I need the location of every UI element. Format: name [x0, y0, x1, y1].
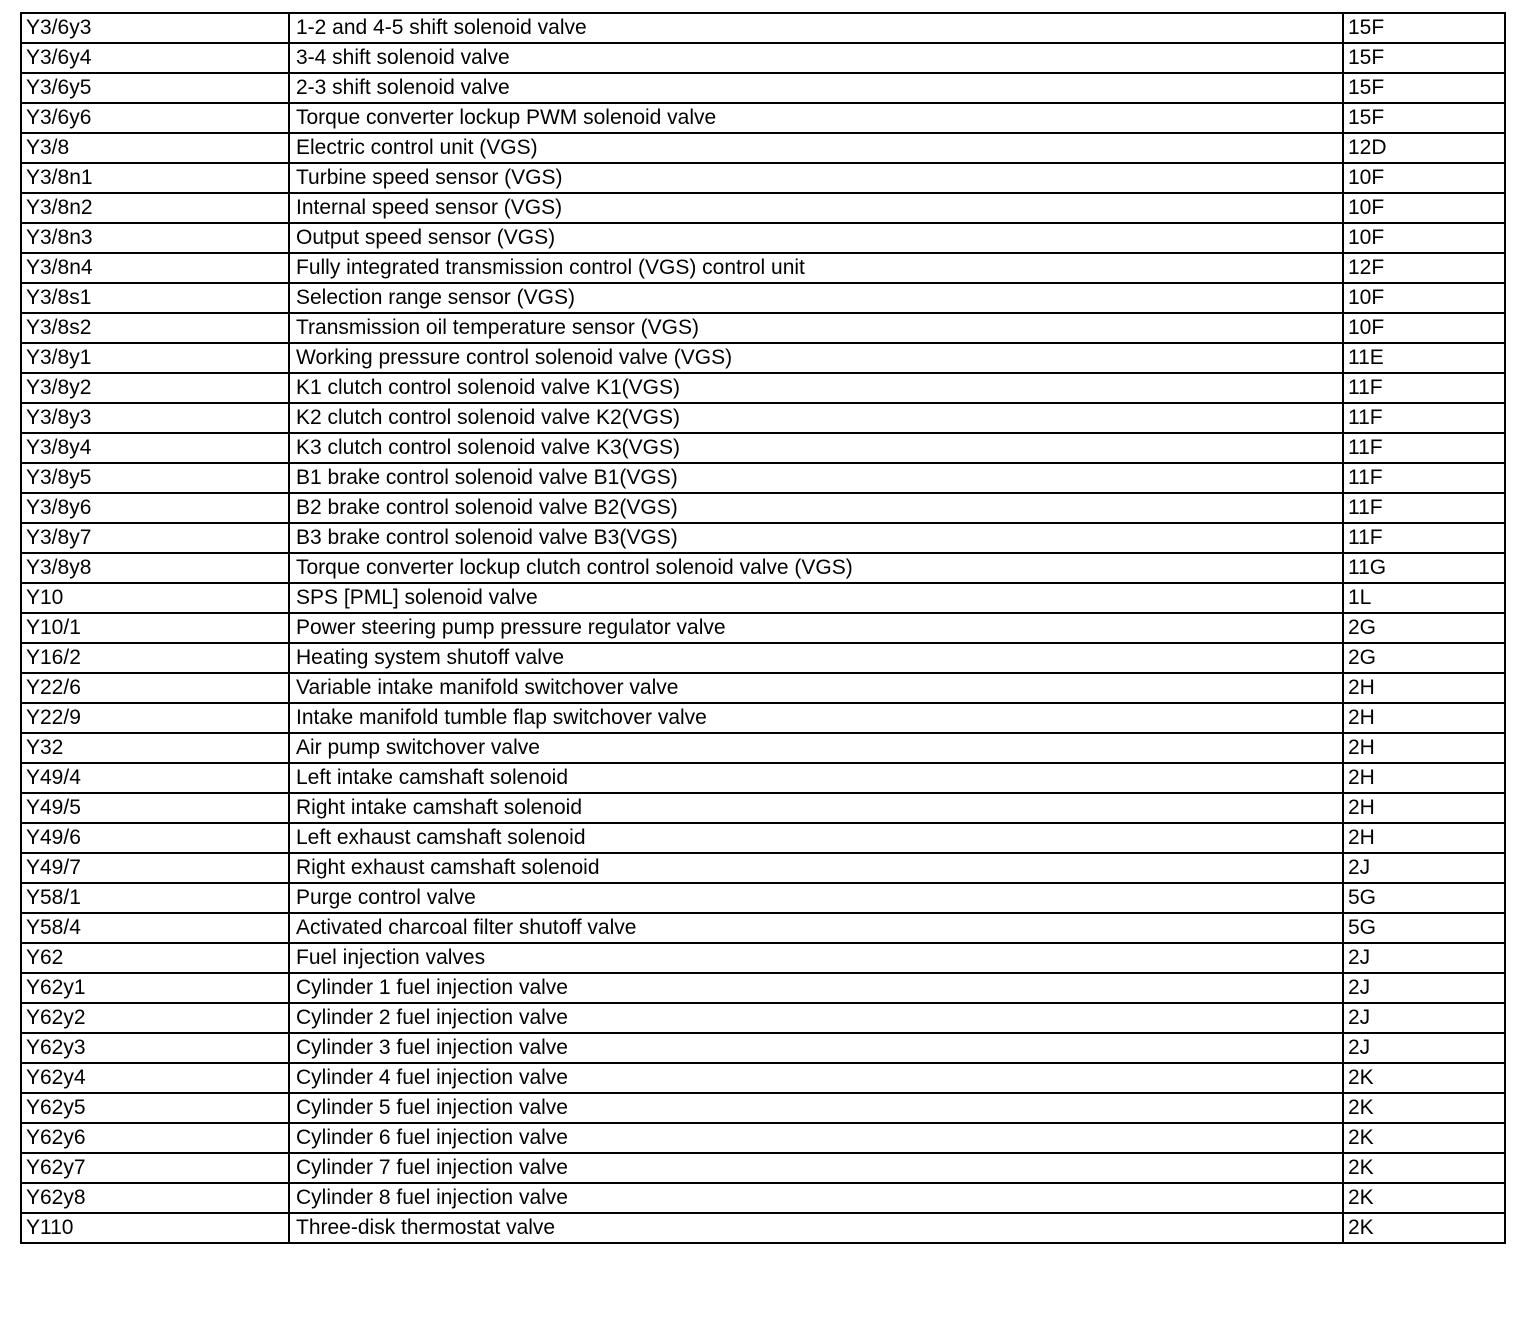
grid-location-cell: 11E — [1343, 343, 1505, 373]
component-description-cell: Purge control valve — [289, 883, 1343, 913]
component-description-cell: B1 brake control solenoid valve B1(VGS) — [289, 463, 1343, 493]
grid-location-cell: 11F — [1343, 463, 1505, 493]
component-description-cell: Working pressure control solenoid valve (VGS) — [289, 343, 1343, 373]
table-row — [21, 1213, 1505, 1243]
table-row — [21, 493, 1505, 523]
component-description-cell: Torque converter lockup clutch control solenoid valve (VGS) — [289, 553, 1343, 583]
component-description-cell: Variable intake manifold switchover valve — [289, 673, 1343, 703]
grid-location-cell: 15F — [1343, 73, 1505, 103]
component-description-cell: Torque converter lockup PWM solenoid valve — [289, 103, 1343, 133]
component-description-cell: Power steering pump pressure regulator valve — [289, 613, 1343, 643]
component-description-cell: Left exhaust camshaft solenoid — [289, 823, 1343, 853]
grid-location-cell: 2G — [1343, 643, 1505, 673]
component-description-cell: 1-2 and 4-5 shift solenoid valve — [289, 13, 1343, 43]
component-code-cell: Y10/1 — [21, 613, 289, 643]
grid-location-cell: 2H — [1343, 733, 1505, 763]
grid-location-cell: 2J — [1343, 1033, 1505, 1063]
component-description-cell: Electric control unit (VGS) — [289, 133, 1343, 163]
component-code-cell: Y3/8s1 — [21, 283, 289, 313]
component-description-cell: Fully integrated transmission control (VGS) control unit — [289, 253, 1343, 283]
grid-location-cell: 10F — [1343, 163, 1505, 193]
table-body — [21, 13, 1505, 1243]
grid-location-cell: 1L — [1343, 583, 1505, 613]
grid-location-cell: 2K — [1343, 1123, 1505, 1153]
table-row — [21, 1153, 1505, 1183]
grid-location-cell: 5G — [1343, 913, 1505, 943]
component-description-cell: K1 clutch control solenoid valve K1(VGS) — [289, 373, 1343, 403]
table-row — [21, 1003, 1505, 1033]
component-description-cell: Right exhaust camshaft solenoid — [289, 853, 1343, 883]
table-row — [21, 103, 1505, 133]
grid-location-cell: 2J — [1343, 853, 1505, 883]
component-code-cell: Y3/8n1 — [21, 163, 289, 193]
component-code-cell: Y62y1 — [21, 973, 289, 1003]
grid-location-cell: 11G — [1343, 553, 1505, 583]
table-row — [21, 673, 1505, 703]
grid-location-cell: 2G — [1343, 613, 1505, 643]
table-row — [21, 943, 1505, 973]
grid-location-cell: 2K — [1343, 1183, 1505, 1213]
component-description-cell: Intake manifold tumble flap switchover valve — [289, 703, 1343, 733]
table-row — [21, 283, 1505, 313]
table-row — [21, 523, 1505, 553]
table-row — [21, 403, 1505, 433]
component-description-cell: Three-disk thermostat valve — [289, 1213, 1343, 1243]
component-code-cell: Y3/6y4 — [21, 43, 289, 73]
grid-location-cell: 2J — [1343, 973, 1505, 1003]
table-row — [21, 223, 1505, 253]
component-code-cell: Y49/5 — [21, 793, 289, 823]
grid-location-cell: 10F — [1343, 283, 1505, 313]
grid-location-cell: 10F — [1343, 313, 1505, 343]
component-description-cell: Output speed sensor (VGS) — [289, 223, 1343, 253]
component-code-cell: Y3/6y6 — [21, 103, 289, 133]
table-row — [21, 433, 1505, 463]
component-code-cell: Y110 — [21, 1213, 289, 1243]
table-row — [21, 703, 1505, 733]
component-code-cell: Y3/8n2 — [21, 193, 289, 223]
component-description-cell: Cylinder 7 fuel injection valve — [289, 1153, 1343, 1183]
component-description-cell: Cylinder 1 fuel injection valve — [289, 973, 1343, 1003]
component-location-table — [20, 12, 1506, 1244]
grid-location-cell: 2K — [1343, 1063, 1505, 1093]
table-row — [21, 1183, 1505, 1213]
grid-location-cell: 2H — [1343, 763, 1505, 793]
grid-location-cell: 10F — [1343, 223, 1505, 253]
component-code-cell: Y3/8n3 — [21, 223, 289, 253]
table-row — [21, 193, 1505, 223]
grid-location-cell: 2K — [1343, 1153, 1505, 1183]
grid-location-cell: 11F — [1343, 433, 1505, 463]
grid-location-cell: 2K — [1343, 1093, 1505, 1123]
component-code-cell: Y3/8y3 — [21, 403, 289, 433]
table-row — [21, 1063, 1505, 1093]
component-code-cell: Y3/8 — [21, 133, 289, 163]
component-description-cell: Internal speed sensor (VGS) — [289, 193, 1343, 223]
grid-location-cell: 11F — [1343, 403, 1505, 433]
table-row — [21, 793, 1505, 823]
component-description-cell: Cylinder 3 fuel injection valve — [289, 1033, 1343, 1063]
component-code-cell: Y49/6 — [21, 823, 289, 853]
component-description-cell: B3 brake control solenoid valve B3(VGS) — [289, 523, 1343, 553]
table-row — [21, 13, 1505, 43]
table-row — [21, 73, 1505, 103]
grid-location-cell: 2H — [1343, 673, 1505, 703]
grid-location-cell: 11F — [1343, 493, 1505, 523]
component-code-cell: Y32 — [21, 733, 289, 763]
component-code-cell: Y3/6y5 — [21, 73, 289, 103]
component-description-cell: Cylinder 5 fuel injection valve — [289, 1093, 1343, 1123]
grid-location-cell: 2H — [1343, 793, 1505, 823]
component-code-cell: Y16/2 — [21, 643, 289, 673]
table-row — [21, 883, 1505, 913]
grid-location-cell: 15F — [1343, 103, 1505, 133]
grid-location-cell: 2H — [1343, 703, 1505, 733]
component-description-cell: Right intake camshaft solenoid — [289, 793, 1343, 823]
table-row — [21, 253, 1505, 283]
component-code-cell: Y3/8y2 — [21, 373, 289, 403]
component-code-cell: Y3/8y7 — [21, 523, 289, 553]
component-code-cell: Y3/8y6 — [21, 493, 289, 523]
component-code-cell: Y62y6 — [21, 1123, 289, 1153]
component-description-cell: Cylinder 4 fuel injection valve — [289, 1063, 1343, 1093]
component-code-cell: Y62y4 — [21, 1063, 289, 1093]
component-description-cell: Fuel injection valves — [289, 943, 1343, 973]
component-code-cell: Y3/8y5 — [21, 463, 289, 493]
component-description-cell: Air pump switchover valve — [289, 733, 1343, 763]
component-code-cell: Y49/7 — [21, 853, 289, 883]
component-code-cell: Y3/8y4 — [21, 433, 289, 463]
grid-location-cell: 12F — [1343, 253, 1505, 283]
component-description-cell: SPS [PML] solenoid valve — [289, 583, 1343, 613]
component-description-cell: Cylinder 8 fuel injection valve — [289, 1183, 1343, 1213]
table-row — [21, 313, 1505, 343]
table-row — [21, 1033, 1505, 1063]
component-description-cell: 2-3 shift solenoid valve — [289, 73, 1343, 103]
component-code-cell: Y62y7 — [21, 1153, 289, 1183]
component-description-cell: K2 clutch control solenoid valve K2(VGS) — [289, 403, 1343, 433]
component-code-cell: Y10 — [21, 583, 289, 613]
grid-location-cell: 15F — [1343, 43, 1505, 73]
component-description-cell: Activated charcoal filter shutoff valve — [289, 913, 1343, 943]
component-code-cell: Y3/6y3 — [21, 13, 289, 43]
component-code-cell: Y62y5 — [21, 1093, 289, 1123]
table-row — [21, 823, 1505, 853]
grid-location-cell: 5G — [1343, 883, 1505, 913]
grid-location-cell: 11F — [1343, 523, 1505, 553]
table-row — [21, 43, 1505, 73]
component-description-cell: Cylinder 2 fuel injection valve — [289, 1003, 1343, 1033]
component-description-cell: Cylinder 6 fuel injection valve — [289, 1123, 1343, 1153]
component-description-cell: Transmission oil temperature sensor (VGS) — [289, 313, 1343, 343]
table-row — [21, 613, 1505, 643]
table-row — [21, 1093, 1505, 1123]
grid-location-cell: 2J — [1343, 943, 1505, 973]
table-row — [21, 643, 1505, 673]
table-row — [21, 973, 1505, 1003]
table-row — [21, 763, 1505, 793]
table-row — [21, 583, 1505, 613]
grid-location-cell: 12D — [1343, 133, 1505, 163]
grid-location-cell: 2J — [1343, 1003, 1505, 1033]
component-code-cell: Y49/4 — [21, 763, 289, 793]
table-row — [21, 1123, 1505, 1153]
grid-location-cell: 10F — [1343, 193, 1505, 223]
table-row — [21, 163, 1505, 193]
table-row — [21, 463, 1505, 493]
table-row — [21, 913, 1505, 943]
table-row — [21, 373, 1505, 403]
grid-location-cell: 2K — [1343, 1213, 1505, 1243]
component-code-cell: Y62y8 — [21, 1183, 289, 1213]
table-row — [21, 343, 1505, 373]
component-description-cell: 3-4 shift solenoid valve — [289, 43, 1343, 73]
component-code-cell: Y62y2 — [21, 1003, 289, 1033]
table-row — [21, 553, 1505, 583]
grid-location-cell: 11F — [1343, 373, 1505, 403]
component-code-cell: Y58/4 — [21, 913, 289, 943]
component-code-cell: Y58/1 — [21, 883, 289, 913]
component-code-cell: Y62y3 — [21, 1033, 289, 1063]
component-description-cell: K3 clutch control solenoid valve K3(VGS) — [289, 433, 1343, 463]
component-description-cell: Turbine speed sensor (VGS) — [289, 163, 1343, 193]
component-code-cell: Y22/9 — [21, 703, 289, 733]
grid-location-cell: 2H — [1343, 823, 1505, 853]
component-code-cell: Y3/8y8 — [21, 553, 289, 583]
component-description-cell: Selection range sensor (VGS) — [289, 283, 1343, 313]
component-description-cell: B2 brake control solenoid valve B2(VGS) — [289, 493, 1343, 523]
component-code-cell: Y3/8y1 — [21, 343, 289, 373]
component-code-cell: Y3/8s2 — [21, 313, 289, 343]
component-description-cell: Heating system shutoff valve — [289, 643, 1343, 673]
component-description-cell: Left intake camshaft solenoid — [289, 763, 1343, 793]
table-row — [21, 853, 1505, 883]
table-row — [21, 133, 1505, 163]
component-code-cell: Y62 — [21, 943, 289, 973]
table-row — [21, 733, 1505, 763]
grid-location-cell: 15F — [1343, 13, 1505, 43]
component-code-cell: Y3/8n4 — [21, 253, 289, 283]
component-code-cell: Y22/6 — [21, 673, 289, 703]
